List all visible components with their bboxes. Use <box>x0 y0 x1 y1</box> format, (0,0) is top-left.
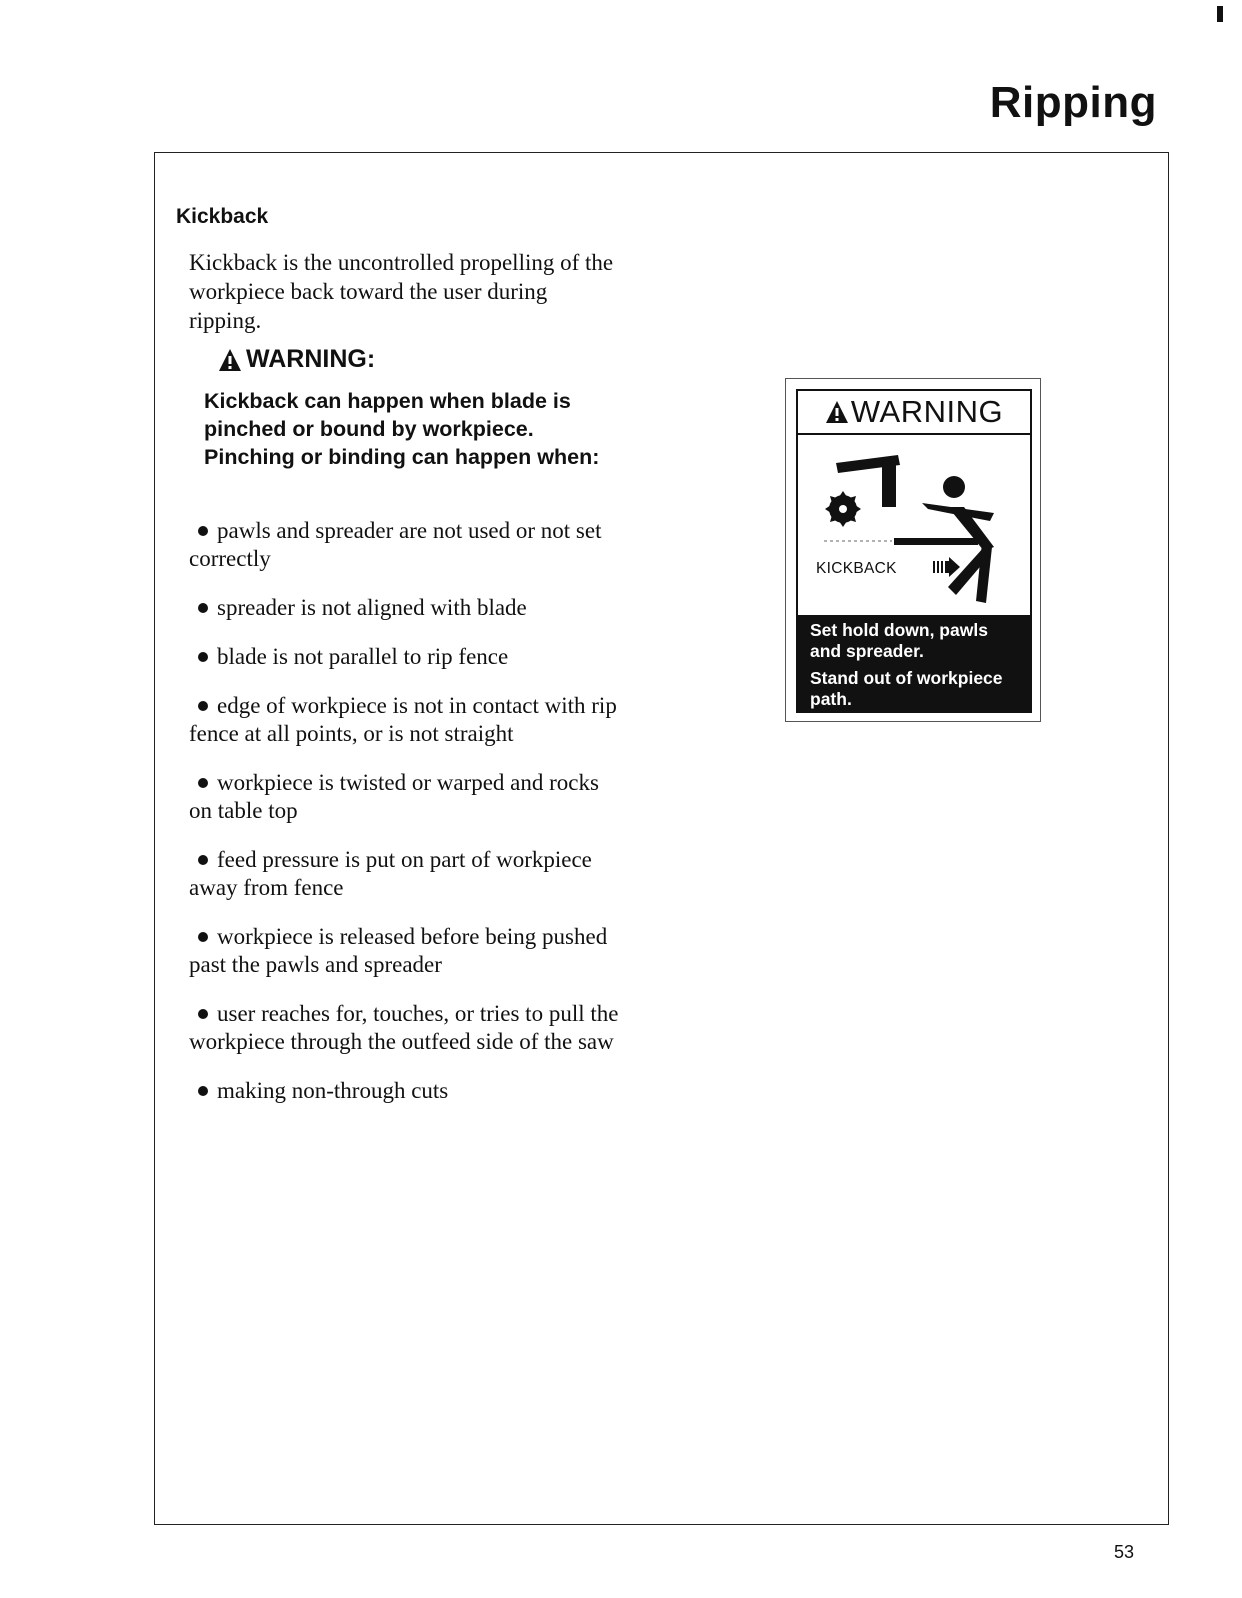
list-item-text: workpiece is released before being pushed past the pawls and spreader <box>189 924 608 977</box>
list-item-text: blade is not parallel to rip fence <box>217 644 509 669</box>
list-item-text: workpiece is twisted or warped and rocks on table top <box>189 770 599 823</box>
list-item-text: edge of workpiece is not in contact with rip fence at all points, or is not straight <box>189 693 617 746</box>
kickback-pictogram-icon <box>798 435 1030 615</box>
warning-triangle-icon <box>825 400 849 424</box>
bullet-icon <box>198 652 208 662</box>
warning-heading-text: WARNING: <box>246 345 376 373</box>
bullet-icon <box>198 526 208 536</box>
warning-label <box>785 378 1041 722</box>
list-item-text: pawls and spreader are not used or not set correctly <box>189 518 602 571</box>
warning-heading <box>218 345 375 374</box>
conditions-list <box>189 517 619 1126</box>
warning-triangle-icon <box>218 348 242 372</box>
list-item <box>189 923 619 979</box>
page-title: Ripping <box>989 78 1157 127</box>
list-item-text: spreader is not aligned with blade <box>217 595 527 620</box>
list-item <box>189 643 619 671</box>
list-item-text: making non-through cuts <box>217 1078 449 1103</box>
warning-label-inner <box>796 389 1032 713</box>
label-instruction-1: Set hold down, pawls and spreader. <box>810 620 988 661</box>
warning-label-header <box>798 391 1030 435</box>
list-item-text: feed pressure is put on part of workpiece away from fence <box>189 847 592 900</box>
warning-body: Kickback can happen when blade is pinched or bound by workpiece. Pinching or binding can happen when: <box>204 389 600 469</box>
list-item <box>189 1077 619 1105</box>
bullet-icon <box>198 603 208 613</box>
list-item <box>189 594 619 622</box>
list-item <box>189 769 619 825</box>
bullet-icon <box>198 1009 208 1019</box>
kickback-label: KICKBACK <box>816 560 897 577</box>
warning-label-footer <box>798 615 1030 711</box>
list-item <box>189 517 619 573</box>
list-item-text: user reaches for, touches, or tries to pull the workpiece through the outfeed side of the saw <box>189 1001 619 1054</box>
bullet-icon <box>198 1086 208 1096</box>
warning-label-title: WARNING <box>850 394 1004 429</box>
label-instruction-2: Stand out of workpiece path. <box>810 668 1003 709</box>
bullet-icon <box>198 701 208 711</box>
bullet-icon <box>198 932 208 942</box>
bullet-icon <box>198 778 208 788</box>
page-number: 53 <box>1114 1542 1135 1562</box>
bullet-icon <box>198 855 208 865</box>
intro-paragraph: Kickback is the uncontrolled propelling of the workpiece back toward the user during ripping. <box>189 250 614 333</box>
section-heading: Kickback <box>176 205 269 228</box>
corner-mark <box>1217 6 1223 22</box>
list-item <box>189 846 619 902</box>
list-item <box>189 1000 619 1056</box>
list-item <box>189 692 619 748</box>
